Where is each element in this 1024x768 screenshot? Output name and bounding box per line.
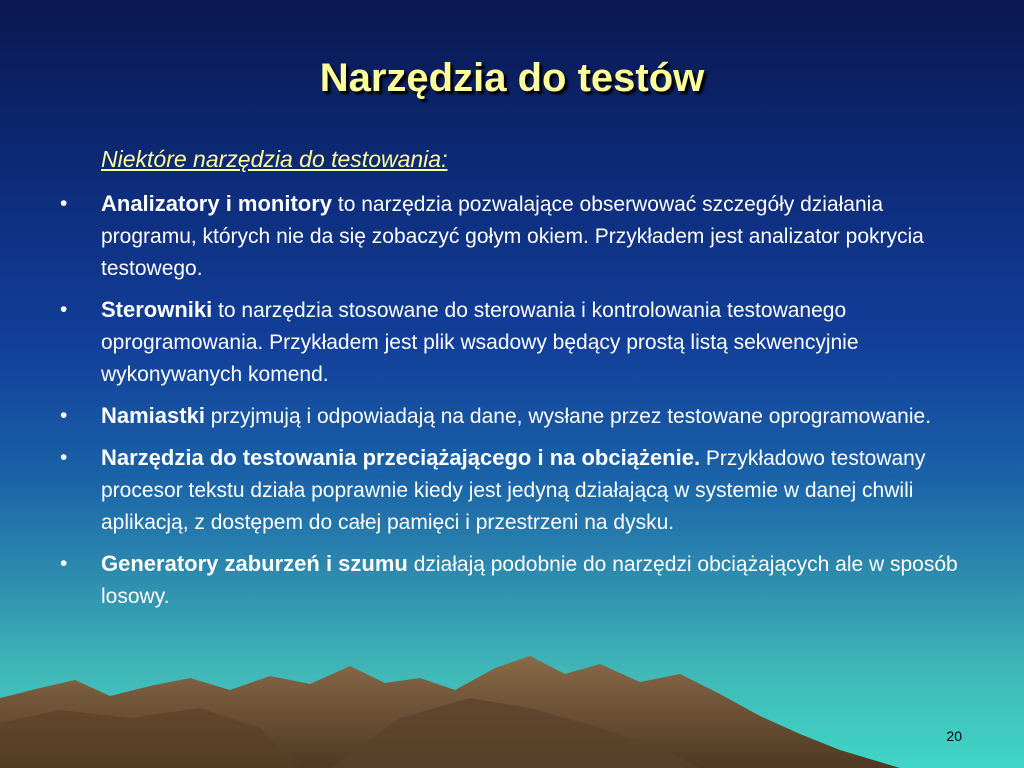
bullet-item	[60, 548, 960, 613]
bullet-text: działają podobnie do narzędzi obciążających ale w sposób losowy.	[101, 553, 958, 608]
slide-subtitle: Niektóre narzędzia do testowania:	[101, 146, 448, 172]
bullet-term: Generatory zaburzeń i szumu	[101, 551, 408, 576]
bullet-icon: •	[60, 192, 68, 215]
bullet-icon: •	[60, 446, 68, 469]
bullet-item	[60, 400, 960, 433]
bullet-icon: •	[60, 404, 68, 427]
bullet-icon: •	[60, 298, 68, 321]
bullet-item	[60, 188, 960, 285]
bullet-icon: •	[60, 552, 68, 575]
bullet-term: Analizatory i monitory	[101, 191, 333, 216]
bullet-text: Przykładowo testowany procesor tekstu działa poprawnie kiedy jest jedyną działającą w systemie w danej chwili aplikacją, z dostępem do całej pamięci i przestrzeni na dysku.	[101, 447, 926, 534]
bullet-term: Sterowniki	[101, 297, 213, 322]
bullet-text: to narzędzia pozwalające obserwować szczegóły działania programu, których nie da się zobaczyć gołym okiem. Przykładem jest analizator pokrycia testowego.	[101, 193, 924, 280]
bullet-text: to narzędzia stosowane do sterowania i kontrolowania testowanego oprogramowania. Przykładem jest plik wsadowy będący prostą listą sekwencyjnie wykonywanych komend.	[101, 299, 859, 386]
bullet-term: Narzędzia do testowania przeciążającego i na obciążenie.	[101, 445, 701, 470]
bullet-item	[60, 442, 960, 539]
page-number: 20	[946, 728, 962, 744]
bullet-item	[60, 294, 960, 391]
slide-title: Narzędzia do testów	[319, 56, 705, 100]
mountain-backdrop	[0, 638, 1024, 768]
bullet-list	[60, 188, 960, 622]
bullet-text: przyjmują i odpowiadają na dane, wysłane przez testowane oprogramowanie.	[204, 405, 932, 428]
bullet-term: Namiastki	[101, 403, 205, 428]
